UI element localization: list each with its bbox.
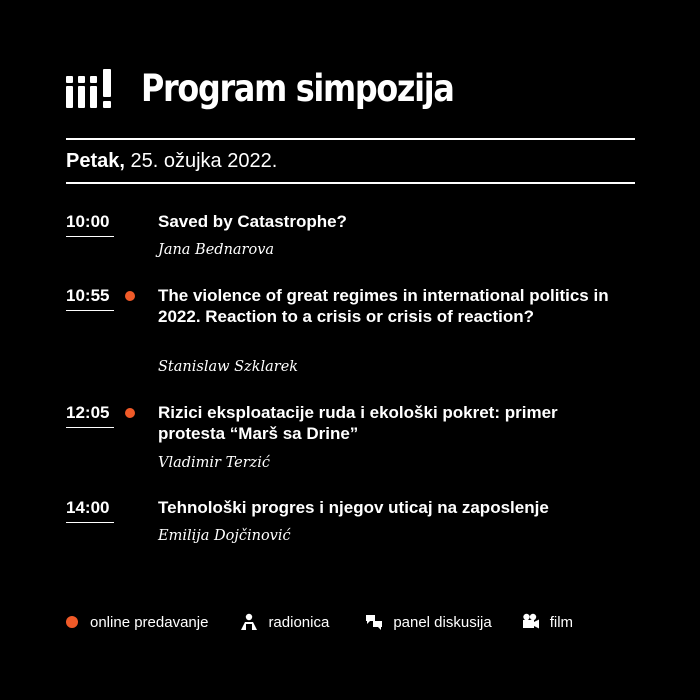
session-speaker: Jana Bednarova: [158, 242, 275, 258]
session-time: 14:00: [66, 498, 110, 517]
session-title: Rizici eksploatacije ruda i ekološki pokret: primer protesta “Marš sa Drine”: [158, 403, 558, 443]
online-dot-icon: [66, 616, 78, 628]
time-underline: [66, 310, 114, 311]
top-divider: [66, 138, 635, 140]
logo-icon: [66, 68, 111, 108]
session-title: Saved by Catastrophe?: [158, 212, 347, 231]
online-indicator-icon: [125, 408, 135, 418]
session-time: 10:55: [66, 286, 110, 305]
online-indicator-icon: [125, 291, 135, 301]
session-time: 12:05: [66, 403, 110, 422]
legend-film: [522, 613, 573, 631]
workshop-icon: [240, 613, 258, 631]
date-label: 25. ožujka 2022.: [130, 150, 278, 172]
session-title: Tehnološki progres i njegov uticaj na zaposlenje: [158, 498, 549, 517]
legend: [66, 610, 573, 634]
legend-online-label: online predavanje: [90, 613, 209, 631]
legend-panel: [365, 613, 491, 631]
session-time: 10:00: [66, 212, 110, 231]
time-underline: [66, 236, 114, 237]
page-title: Program simpozija: [141, 66, 454, 110]
legend-panel-label: panel diskusija: [393, 613, 492, 631]
time-underline: [66, 522, 114, 523]
panel-discussion-icon: [365, 613, 383, 631]
date-heading: [66, 149, 277, 173]
bottom-divider: [66, 182, 635, 184]
header: [66, 62, 504, 114]
legend-film-label: film: [549, 613, 574, 631]
session-speaker: Stanislaw Szklarek: [158, 359, 299, 375]
session-title: The violence of great regimes in international politics in 2022. Reaction to a crisis or crisis of reaction?: [158, 286, 609, 326]
film-camera-icon: [522, 613, 540, 631]
legend-workshop: [240, 613, 329, 631]
legend-workshop-label: radionica: [268, 613, 330, 631]
time-underline: [66, 427, 114, 428]
day-label: Petak,: [66, 150, 125, 172]
session-speaker: Emilija Dojčinović: [158, 528, 291, 544]
session-speaker: Vladimir Terzić: [158, 455, 271, 471]
legend-online: [66, 614, 208, 631]
